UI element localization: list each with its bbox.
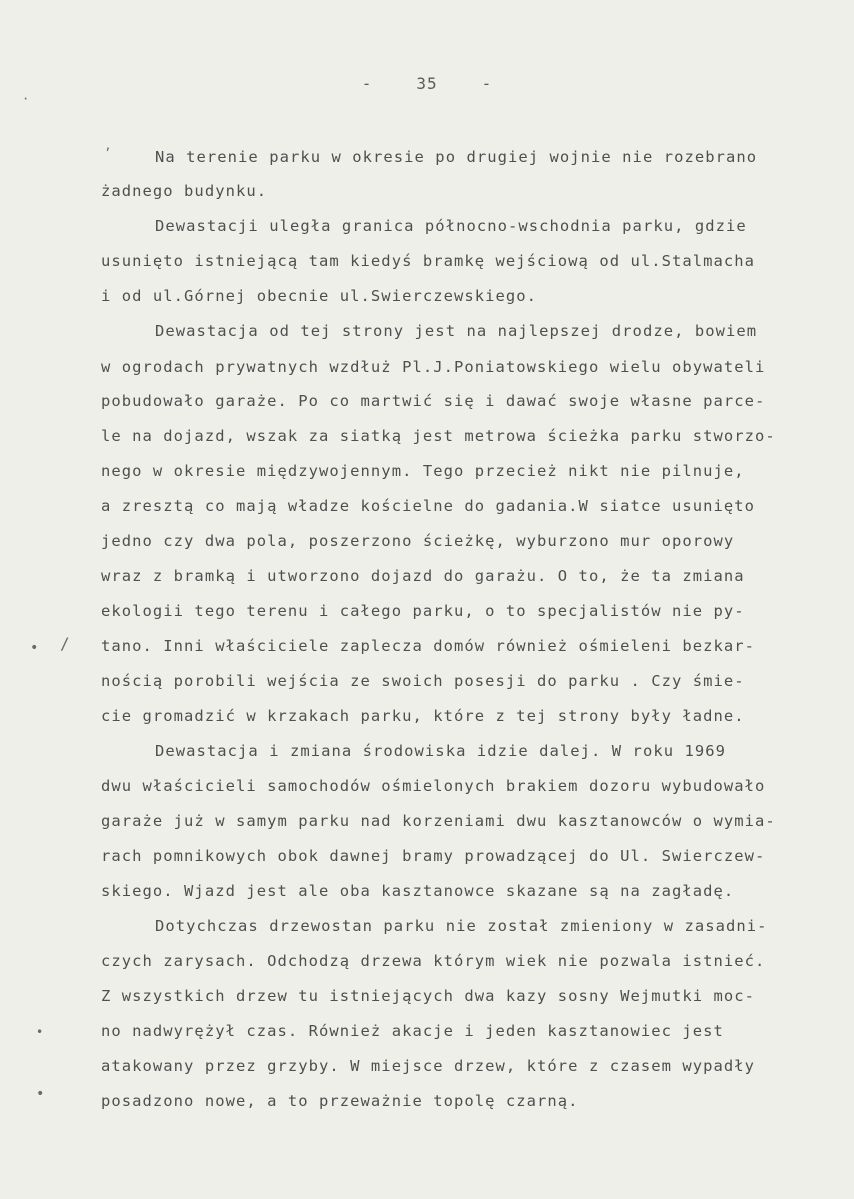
margin-mark: • — [36, 1086, 45, 1102]
text-line: cie gromadzić w krzakach parku, które z tej strony były ładne. — [101, 707, 745, 725]
text-line: jedno czy dwa pola, poszerzono ścieżkę, wyburzono mur oporowy — [101, 532, 735, 550]
text-line: wraz z bramką i utworzono dojazd do garażu. O to, że ta zmiana — [101, 567, 745, 585]
text-line: atakowany przez grzyby. W miejsce drzew, które z czasem wypadły — [101, 1057, 756, 1075]
text-line: garaże już w samym parku nad korzeniami dwu kasztanowców o wymia- — [101, 812, 776, 830]
text-line: a zresztą co mają władze kościelne do gadania.W siatce usunięto — [101, 497, 756, 515]
text-line: skiego. Wjazd jest ale oba kasztanowce skazane są na zagładę. — [101, 882, 735, 900]
margin-mark: ’ — [104, 146, 112, 160]
text-line: dwu właścicieli samochodów ośmielonych brakiem dozoru wybudowało — [101, 777, 766, 795]
text-line: czych zarysach. Odchodzą drzewa którym wiek nie pozwala istnieć. — [101, 952, 766, 970]
text-line: Dewastacja i zmiana środowiska idzie dalej. W roku 1969 — [155, 742, 726, 760]
text-line: no nadwyrężył czas. Również akacje i jeden kasztanowiec jest — [101, 1022, 724, 1040]
margin-mark: • — [30, 640, 39, 656]
text-line: rach pomnikowych obok dawnej bramy prowadzącej do Ul. Swierczew- — [101, 847, 766, 865]
margin-mark: / — [60, 634, 70, 653]
text-line: le na dojazd, wszak za siatką jest metrowa ścieżka parku stworzo- — [101, 427, 776, 445]
text-line: Na terenie parku w okresie po drugiej wojnie nie rozebrano — [155, 148, 758, 166]
text-line: Dewastacja od tej strony jest na najlepszej drodze, bowiem — [155, 322, 758, 340]
text-line: żadnego budynku. — [101, 182, 268, 200]
page-number-value: 35 — [416, 74, 438, 93]
text-line: pobudowało garaże. Po co martwić się i dawać swoje własne parce- — [101, 392, 766, 410]
margin-mark: • — [36, 1025, 44, 1039]
text-line: nego w okresie międzywojennym. Tego przecież nikt nie pilnuje, — [101, 462, 745, 480]
margin-mark: · — [22, 92, 30, 106]
text-line: nością porobili wejścia ze swoich posesji do parku . Czy śmie- — [101, 672, 745, 690]
text-line: posadzono nowe, a to przeważnie topolę czarną. — [101, 1092, 579, 1110]
text-line: i od ul.Górnej obecnie ul.Swierczewskiego. — [101, 287, 538, 305]
text-line: tano. Inni właściciele zaplecza domów również ośmieleni bezkar- — [101, 637, 756, 655]
page-number: - 35 - — [361, 74, 493, 93]
text-line: usunięto istniejącą tam kiedyś bramkę wejściową od ul.Stalmacha — [101, 252, 756, 270]
text-line: Dotychczas drzewostan parku nie został zmieniony w zasadni- — [155, 917, 768, 935]
text-line: Dewastacji uległa granica północno-wschodnia parku, gdzie — [155, 217, 747, 235]
text-line: ekologii tego terenu i całego parku, o to specjalistów nie py- — [101, 602, 745, 620]
text-line: Z wszystkich drzew tu istniejących dwa kazy sosny Wejmutki moc- — [101, 987, 756, 1005]
text-line: w ogrodach prywatnych wzdłuż Pl.J.Poniatowskiego wielu obywateli — [101, 358, 766, 376]
